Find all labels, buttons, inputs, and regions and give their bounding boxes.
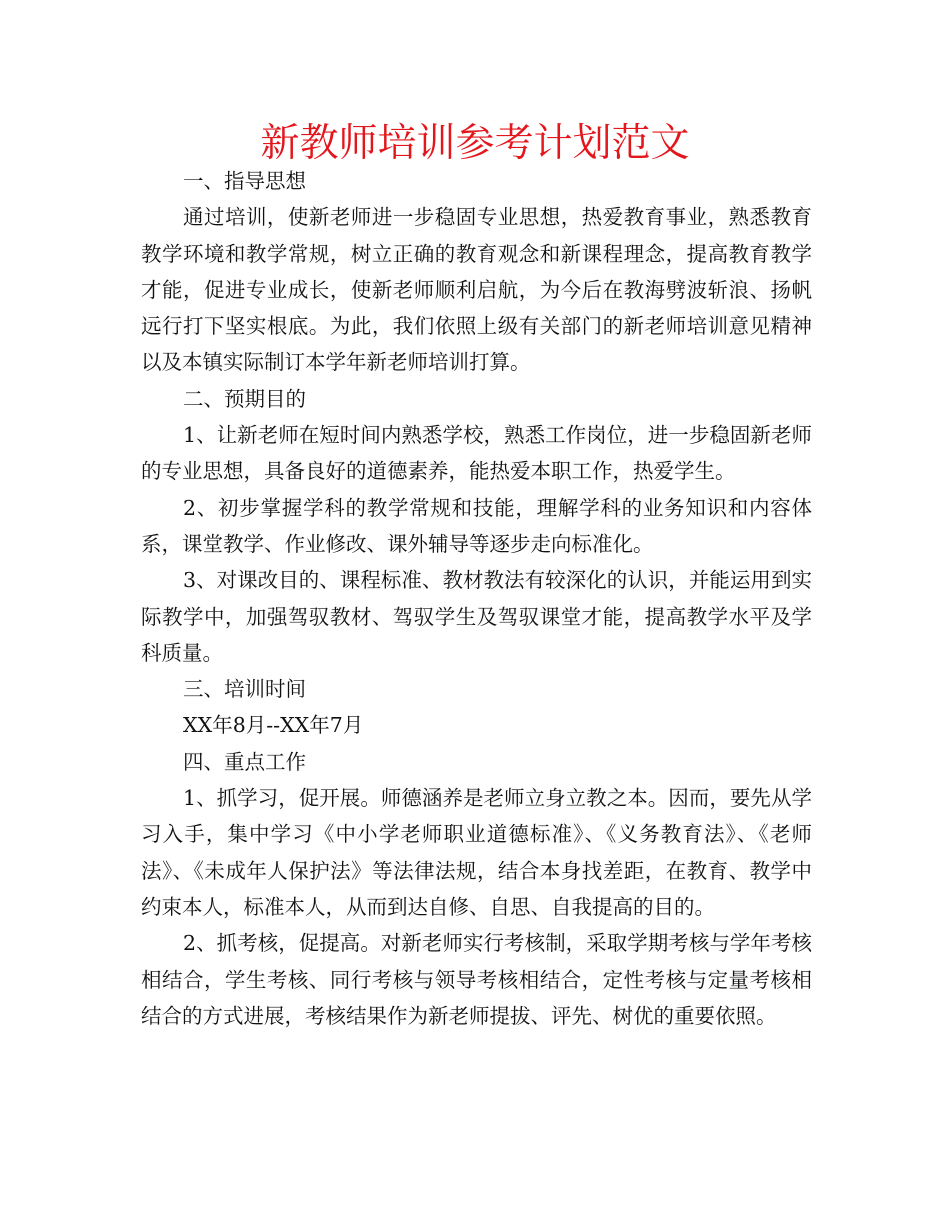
section-heading-guiding-thought: 一、指导思想 <box>183 169 306 193</box>
paragraph-key-work-2: 2、抓考核，促提高。对新老师实行考核制，采取学期考核与学年考核相结合，学生考核、同行考核与领导考核相结合，定性考核与定量考核相结合的方式进展，考核结果作为新老师提拔、评先、树优的重要依照。 <box>141 931 812 1028</box>
paragraph-training-time: XX年8月--XX年7月 <box>183 713 364 738</box>
document-title: 新教师培训参考计划范文 <box>260 121 690 166</box>
section-heading-training-time: 三、培训时间 <box>183 677 306 702</box>
document-body <box>141 163 812 1034</box>
paragraph-key-work-1: 1、抓学习，促开展。师德涵养是老师立身立教之本。因而，要先从学习入手，集中学习《中小学老师职业道德标准》、《义务教育法》、《老师法》、《未成年人保护法》等法律法规，结合本身找差距，在教育、教学中约束本人，标准本人，从而到达自修、自思、自我提高的目的。 <box>141 786 812 919</box>
paragraph-guiding-thought: 通过培训，使新老师进一步稳固专业思想，热爱教育事业，熟悉教育教学环境和教学常规，树立正确的教育观念和新课程理念，提高教育教学才能，促进专业成长，使新老师顺利启航，为今后在教海劈波斩浪、扬帆远行打下坚实根底。为此，我们依照上级有关部门的新老师培训意见精神以及本镇实际制订本学年新老师培训打算。 <box>141 205 812 375</box>
section-heading-expected-goals: 二、预期目的 <box>183 386 306 411</box>
paragraph-goal-1: 1、让新老师在短时间内熟悉学校，熟悉工作岗位，进一步稳固新老师的专业思想，具备良好的道德素养，能热爱本职工作，热爱学生。 <box>141 423 812 484</box>
paragraph-goal-3: 3、对课改目的、课程标准、教材教法有较深化的认识，并能运用到实际教学中，加强驾驭教材、驾驭学生及驾驭课堂才能，提高教学水平及学科质量。 <box>141 568 812 665</box>
section-heading-key-work: 四、重点工作 <box>183 749 306 774</box>
paragraph-goal-2: 2、初步掌握学科的教学常规和技能，理解学科的业务知识和内容体系，课堂教学、作业修改、课外辅导等逐步走向标准化。 <box>141 495 812 556</box>
